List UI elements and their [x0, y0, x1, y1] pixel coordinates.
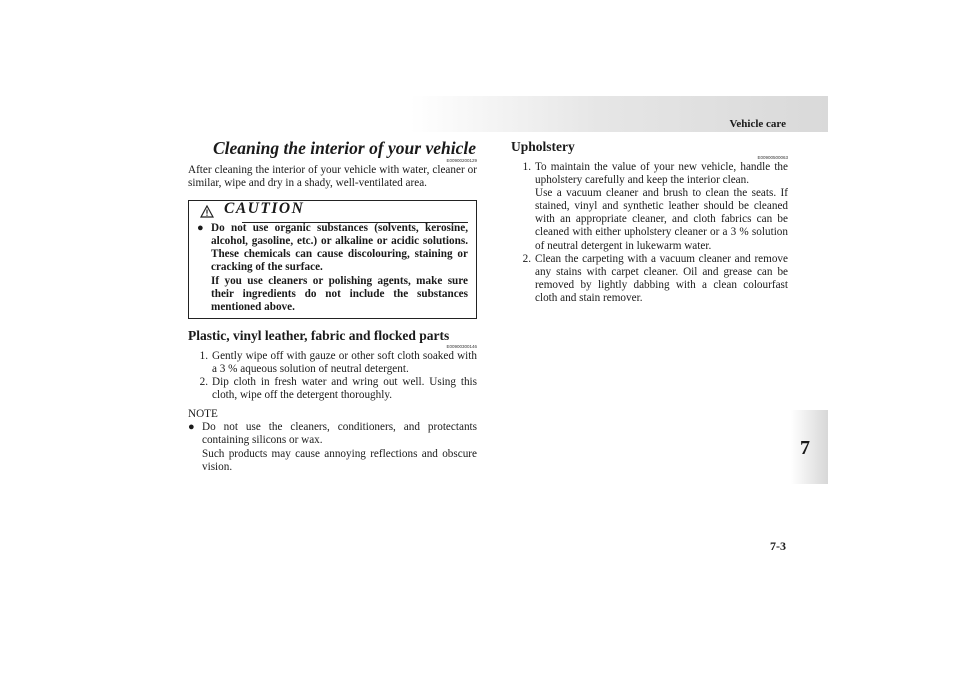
step-number: 1. [522, 161, 531, 173]
note-text: Do not use the cleaners, conditioners, and protectants containing silicons or wax. [202, 421, 477, 447]
section-title-upholstery: Upholstery [511, 139, 575, 154]
list-item [188, 350, 477, 376]
section-header-title: Vehicle care [729, 118, 786, 130]
warning-triangle-icon [200, 205, 214, 218]
step-text: To maintain the value of your new vehicle, handle the upholstery carefully and keep the interior clean. [535, 161, 788, 187]
step-text: Dip cloth in fresh water and wring out well. Using this cloth, wipe off the detergent thoroughly. [212, 376, 477, 402]
step-number: 2. [199, 376, 208, 389]
section-code-upholstery: E00900500063 [757, 155, 788, 160]
plastic-steps-list [188, 350, 477, 402]
left-column [188, 135, 477, 474]
step-text: Gently wipe off with gauze or other soft cloth soaked with a 3 % aqueous solution of neutral detergent. [212, 349, 477, 375]
caution-text: Do not use organic substances (solvents, kerosine, alcohol, gasoline, etc.) or alkaline or acidic solutions. These chemicals can cause discolouring, staining or cracking of the surface. [211, 222, 468, 274]
step-number: 2. [522, 252, 531, 265]
page-title: Cleaning the interior of your vehicle [213, 138, 476, 158]
step-text: Clean the carpeting with a vacuum cleaner and remove any stains with carpet cleaner. Oil and grease can be removed by lightly dabbing with a clean colourfast cloth and stain remover. [535, 252, 788, 304]
note-text-2: Such products may cause annoying reflections and obscure vision. [202, 447, 477, 473]
note-item [188, 421, 477, 473]
section-code-plastic: E00900300146 [446, 343, 477, 349]
caution-box [188, 200, 477, 319]
list-item [511, 161, 788, 253]
chapter-tab-number: 7 [800, 437, 810, 459]
note-label: NOTE [188, 408, 218, 421]
step-number: 1. [199, 349, 208, 362]
upholstery-steps-list [511, 161, 788, 305]
caution-label: CAUTION [224, 200, 305, 218]
page-number: 7-3 [770, 539, 786, 553]
list-item [188, 376, 477, 402]
caution-divider [242, 222, 468, 223]
caution-text-2: If you use cleaners or polishing agents, make sure their ingredients do not include the substances mentioned above. [211, 274, 468, 313]
bullet-icon: ● [197, 222, 204, 235]
title-code: E00900200129 [446, 158, 477, 163]
step-text-2: Use a vacuum cleaner and brush to clean the seats. If stained, vinyl and synthetic leather should be cleaned with an appropriate cleaner, and cloth fabrics can be cleaned with either upholstery cleaner or a 3 % solution of neutral detergent in lukewarm water. [535, 187, 788, 252]
intro-paragraph: After cleaning the interior of your vehicle with water, cleaner or similar, wipe and dry in a shady, well-ventilated area. [188, 164, 477, 190]
bullet-icon: ● [188, 421, 195, 434]
list-item [511, 253, 788, 305]
caution-item [197, 222, 468, 314]
section-title-plastic: Plastic, vinyl leather, fabric and flocked parts [188, 327, 450, 343]
caution-header [197, 200, 468, 222]
right-column [511, 135, 788, 305]
